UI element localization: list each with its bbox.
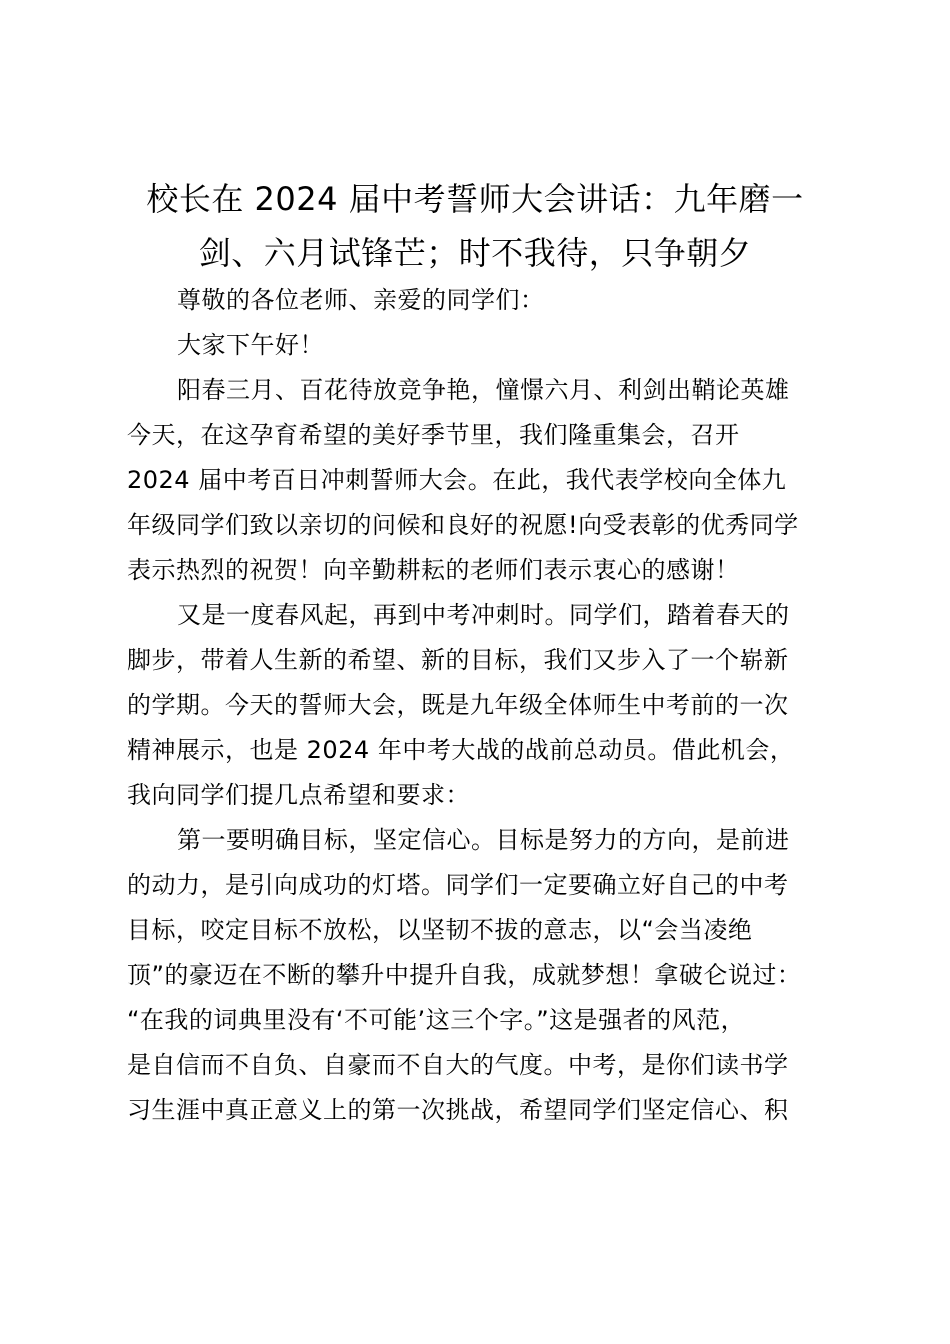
- paragraph-line: 的学期。今天的誓师大会，既是九年级全体师生中考前的一次: [127, 691, 789, 719]
- paragraph-line: 习生涯中真正意义上的第一次挑战，希望同学们坚定信心、积: [127, 1096, 789, 1124]
- paragraph-line: 我向同学们提几点希望和要求：: [127, 781, 470, 809]
- paragraph-line: 是自信而不自负、自豪而不自大的气度。中考，是你们读书学: [127, 1051, 789, 1079]
- speech-title: [110, 172, 840, 280]
- paragraph-line: 目标，咬定目标不放松，以坚韧不拔的意志，以“会当凌绝: [127, 916, 753, 944]
- title-line-2: 剑、六月试锋芒；时不我待，只争朝夕: [198, 234, 752, 272]
- paragraph-line: 的动力，是引向成功的灯塔。同学们一定要确立好自己的中考: [127, 871, 789, 899]
- salutation: 大家下午好！: [177, 331, 324, 359]
- paragraph-line: 第一要明确目标，坚定信心。目标是努力的方向，是前进: [177, 826, 790, 854]
- paragraph-line: 又是一度春风起，再到中考冲刺时。同学们，踏着春天的: [177, 601, 790, 629]
- paragraph-3: [127, 818, 832, 1133]
- paragraph-line: 阳春三月、百花待放竞争艳，憧憬六月、利剑出鞘论英雄: [177, 376, 790, 404]
- paragraph-line: 顶”的豪迈在不断的攀升中提升自我，成就梦想！拿破仑说过：: [127, 961, 802, 989]
- greeting: 尊敬的各位老师、亲爱的同学们：: [177, 286, 545, 314]
- paragraph-line: 精神展示，也是 2024 年中考大战的战前总动员。借此机会，: [127, 736, 795, 764]
- paragraph-1: [127, 368, 832, 593]
- paragraph-line: 年级同学们致以亲切的问候和良好的祝愿!向受表彰的优秀同学: [127, 511, 799, 539]
- speech-body: [127, 278, 832, 1133]
- title-line-1: 校长在 2024 届中考誓师大会讲话：九年磨一: [146, 180, 804, 218]
- paragraph-line: “在我的词典里没有‘不可能’这三个字。”这是强者的风范，: [127, 1006, 746, 1034]
- paragraph-2: [127, 593, 832, 818]
- paragraph-line: 今天，在这孕育希望的美好季节里，我们隆重集会，召开: [127, 421, 740, 449]
- paragraph-line: 脚步，带着人生新的希望、新的目标，我们又步入了一个崭新: [127, 646, 789, 674]
- paragraph-line: 表示热烈的祝贺！向辛勤耕耘的老师们表示衷心的感谢！: [127, 556, 740, 584]
- paragraph-line: 2024 届中考百日冲刺誓师大会。在此，我代表学校向全体九: [127, 466, 787, 494]
